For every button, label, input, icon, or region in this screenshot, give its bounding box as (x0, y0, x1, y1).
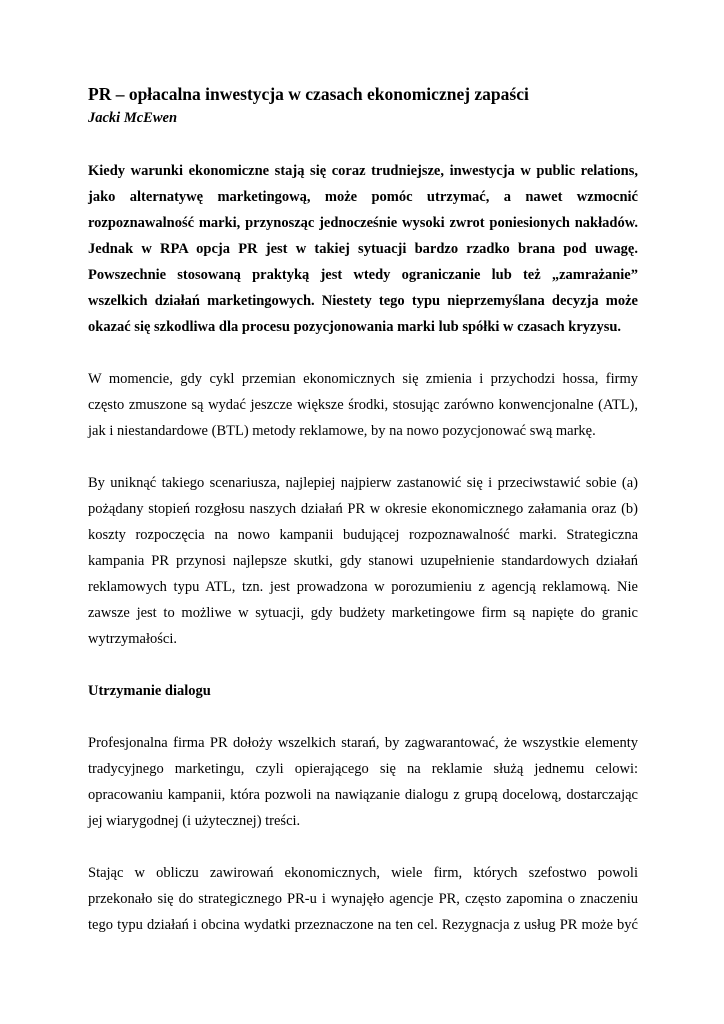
text-line: tego typu działań i obcina wydatki przeznaczone na ten cel. Rezygnacja z usług PR może być (88, 917, 638, 933)
text-line: wszelkich działań marketingowych. Niestety tego typu nieprzemyślana decyzja może (88, 293, 638, 309)
document-page (88, 83, 638, 938)
text-line: reklamowych typu ATL, tzn. jest prowadzona w porozumieniu z agencją reklamową. Nie (88, 579, 638, 595)
text-line: jak i niestandardowe (BTL) metody reklamowe, by na nowo pozycjonować swą markę. (88, 423, 596, 439)
body-paragraph (88, 860, 638, 938)
text-line: jej wiarygodnej (i użytecznej) treści. (88, 813, 301, 829)
lead-paragraph (88, 158, 638, 340)
text-line: rozpoznawalność marki, przynosząc jednocześnie wysoki zwrot poniesionych nakładów. (88, 215, 638, 231)
text-line: okazać się szkodliwa dla procesu pozycjonowania marki lub spółki w czasach kryzysu. (88, 319, 622, 335)
text-line: kampania PR przynosi najlepsze skutki, gdy stanowi uzupełnienie standardowych działań (88, 553, 638, 569)
text-line: pożądany stopień rozgłosu naszych działań PR w okresie ekonomicznego załamania oraz (b) (88, 501, 638, 517)
text-line: Profesjonalna firma PR dołoży wszelkich starań, by zagwarantować, że wszystkie elementy (88, 735, 638, 751)
text-line: By uniknąć takiego scenariusza, najlepiej najpierw zastanowić się i przeciwstawić sobie (a) (88, 475, 638, 491)
document-title: PR – opłacalna inwestycja w czasach ekonomicznej zapaści (88, 84, 529, 104)
text-line: Jednak w RPA opcja PR jest w takiej sytuacji bardzo rzadko brana pod uwagę. (88, 241, 638, 257)
text-line: Kiedy warunki ekonomiczne stają się coraz trudniejsze, inwestycja w public relations, (88, 163, 638, 179)
text-line: opracowaniu kampanii, która pozwoli na nawiązanie dialogu z grupą docelową, dostarczając (88, 787, 638, 803)
text-line: często zmuszone są wydać jeszcze większe środki, stosując zarówno konwencjonalne (ATL), (88, 397, 638, 413)
body-paragraph (88, 366, 638, 444)
text-line: W momencie, gdy cykl przemian ekonomicznych się zmienia i przychodzi hossa, firmy (88, 371, 638, 387)
text-line: tradycyjnego marketingu, czyli opierającego się na reklamie służą jednemu celowi: (88, 761, 638, 777)
body-paragraph (88, 730, 638, 834)
author-name: Jacki McEwen (88, 110, 178, 126)
section-heading: Utrzymanie dialogu (88, 683, 211, 699)
text-line: wytrzymałości. (88, 631, 177, 647)
text-line: koszty rozpoczęcia na nowo kampanii budującej rozpoznawalność marki. Strategiczna (88, 527, 638, 543)
text-line: przekonało się do strategicznego PR-u i wynajęło agencje PR, często zapomina o znaczeniu (88, 891, 638, 907)
text-line: Powszechnie stosowaną praktyką jest wtedy ograniczanie lub też „zamrażanie” (88, 267, 638, 283)
text-line: zawsze jest to możliwe w sytuacji, gdy budżety marketingowe firm są napięte do granic (88, 605, 638, 621)
body-paragraph (88, 470, 638, 652)
text-line: jako alternatywę marketingową, może pomóc utrzymać, a nawet wzmocnić (88, 189, 638, 205)
text-line: Stając w obliczu zawirowań ekonomicznych, wiele firm, których szefostwo powoli (88, 865, 638, 881)
